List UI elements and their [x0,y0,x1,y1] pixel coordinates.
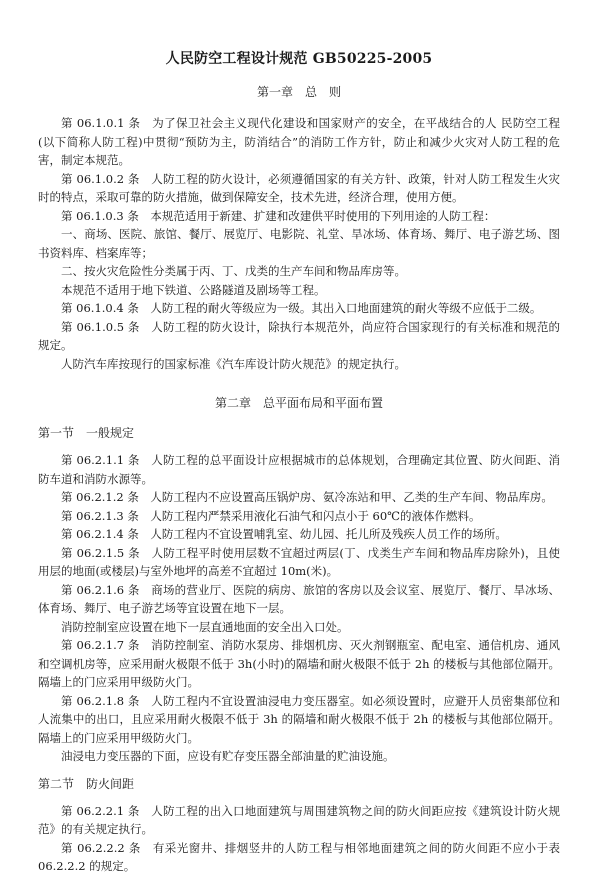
clause-06-1-0-2: 第 06.1.0.2 条 人防工程的防火设计，必须遵循国家的有关方针、政策，针对人防工程发生火灾时的特点，采取可靠的防火措施，做到保障安全，技术先进，经济合理，使用方便。 [38,171,560,204]
clause-06-2-1-3: 第 06.2.1.3 条 人防工程内严禁采用液化石油气和闪点小于 60℃的液体作燃料。 [61,508,481,523]
clause-06-1-0-5: 第 06.1.0.5 条 人防工程的防火设计，除执行本规范外，尚应符合国家现行的有关标准和规范的规定。 [38,319,560,352]
section-1-heading: 第一节 一般规定 [38,426,135,440]
clause-06-1-0-4: 第 06.1.0.4 条 人防工程的耐火等级应为一级。其出入口地面建筑的耐火等级不应低于二级。 [61,301,542,315]
chapter-2-heading: 第二章 总平面布局和平面布置 [214,396,383,410]
clause-06-2-1-6-note: 消防控制室应设置在地下一层直通地面的安全出入口处。 [61,619,349,634]
clause-06-1-0-3-item-1: 一、商场、医院、旅馆、餐厅、展览厅、电影院、礼堂、旱冰场、体育场、舞厅、电子游艺场、图书资料库、档案库等； [38,227,560,260]
clause-06-2-1-4: 第 06.2.1.4 条 人防工程内不宜设置哺乳室、幼儿园、托儿所及残疾人员工作的场所。 [61,527,507,541]
clause-06-1-0-5-note: 人防汽车库按现行的国家标准《汽车库设计防火规范》的规定执行。 [61,356,406,371]
clause-06-2-1-5: 第 06.2.1.5 条 人防工程平时使用层数不宜超过两层(丁、戊类生产车间和物品库房除外)，且使用层的地面(或楼层)与室外地坪的高差不宜超过 10m(米)。 [38,545,560,578]
clause-06-2-1-6: 第 06.2.1.6 条 商场的营业厅、医院的病房、旅馆的客房以及会议室、展览厅、餐厅、旱冰场、体育场、舞厅、电子游艺场等宜设置在地下一层。 [38,582,560,615]
clause-06-2-2-2: 第 06.2.2.2 条 有采光窗井、排烟竖井的人防工程与相邻地面建筑之间的防火间距不应小于表 06.2.2.2 的规定。 [38,840,560,873]
chapter-1-heading: 第一章 总 则 [256,85,341,99]
document-title: 人民防空工程设计规范 GB50225-2005 [165,51,433,67]
clause-06-1-0-3-item-2: 二、按火灾危险性分类属于丙、丁、戊类的生产车间和物品库房等。 [61,264,406,278]
clause-06-2-1-8: 第 06.2.1.8 条 人防工程内不宜设置油浸电力变压器室。如必须设置时，应避开人员密集部位和人流集中的出口，且应采用耐火极限不低于 3h 的隔墙和耐火极限不低于 2h 的楼板与其他部位隔开。隔墙上的门应采用甲级防火门。 [38,693,560,745]
clause-06-2-1-7: 第 06.2.1.7 条 消防控制室、消防水泵房、排烟机房、灭火剂钢瓶室、配电室、通信机房、通风和空调机房等，应采用耐火极限不低于 3h(小时)的隔墙和耐火极限不低于 2h 的楼板与其他部位隔开。隔墙上的门应采用甲级防火门。 [38,638,560,689]
clause-06-2-1-1: 第 06.2.1.1 条 人防工程的总平面设计应根据城市的总体规划，合理确定其位置、防火间距、消防车道和消防水源等。 [38,453,560,486]
clause-06-1-0-3: 第 06.1.0.3 条 本规范适用于新建、扩建和改建供平时使用的下列用途的人防工程： [61,208,496,223]
clause-06-2-1-2: 第 06.2.1.2 条 人防工程内不应设置高压锅炉房、氨冷冻站和甲、乙类的生产车间、物品库房。 [61,490,553,504]
clause-06-1-0-1: 第 06.1.0.1 条 为了保卫社会主义现代化建设和国家财产的安全，在平战结合的人 民防空工程(以下简称人防工程)中贯彻“预防为主，防消结合”的消防工作方针，防止和减少火灾对人防工程的危害，制定本规范。 [38,116,560,167]
clause-06-2-1-8-note: 油浸电力变压器的下面，应设有贮存变压器全部油量的贮油设施。 [61,749,395,763]
clause-06-1-0-3-exclusion: 本规范不适用于地下铁道、公路隧道及剧场等工程。 [61,282,326,297]
clause-06-2-2-1: 第 06.2.2.1 条 人防工程的出入口地面建筑与周围建筑物之间的防火间距应按《建筑设计防火规范》的有关规定执行。 [38,803,560,836]
section-2-heading: 第二节 防火间距 [38,776,135,791]
